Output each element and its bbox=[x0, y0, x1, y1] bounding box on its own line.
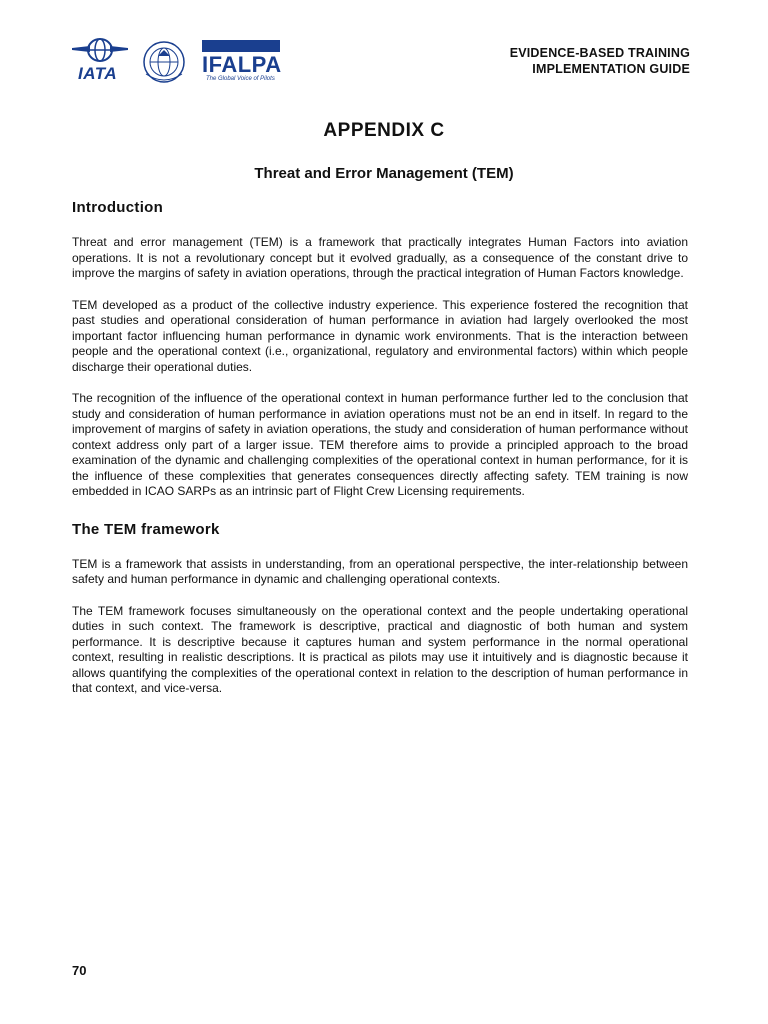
paragraph: TEM is a framework that assists in understanding, from an operational perspective, the inter-relationship between safety and human performance in dynamic and challenging operational contexts. bbox=[72, 556, 688, 586]
appendix-title: APPENDIX C bbox=[323, 120, 445, 141]
iata-wordmark: IATA bbox=[78, 64, 118, 83]
iata-logo-icon bbox=[70, 38, 130, 84]
appendix-subtitle: Threat and Error Management (TEM) bbox=[254, 165, 514, 182]
logo-strip bbox=[70, 38, 285, 88]
paragraph: TEM developed as a product of the collective industry experience. This experience fostered the recognition that past studies and operational consideration of human performance in aviation had largely overlooked the most important factor influencing human performance in dynamic work environments. That is the interaction between people and the operational context (i.e., organizational, regulatory and environmental factors) within which people discharge their operational duties. bbox=[72, 297, 688, 374]
section-heading-introduction: Introduction bbox=[72, 199, 164, 216]
header-title-line-2: IMPLEMENTATION GUIDE bbox=[532, 62, 690, 76]
header-title-line-1: EVIDENCE-BASED TRAINING bbox=[509, 46, 690, 60]
ifalpa-tagline: The Global Voice of Pilots bbox=[206, 76, 275, 82]
ifalpa-wordmark: IFALPA bbox=[202, 52, 282, 77]
paragraph: The recognition of the influence of the operational context in human performance further led to the conclusion that study and consideration of human performance in aviation operations must not be an end in itself. In regard to the improvement of margins of safety in aviation operations, the study and consideration of human performance without context address only part of a larger issue. TEM therefore aims to provide a principled approach to the broad examination of the dynamic and challenging complexities of the operational context in human performance, for it is the influence of these complexities that generates consequences directly affecting safety. TEM training is now embedded in ICAO SARPs as an intrinsic part of Flight Crew Licensing requirements. bbox=[72, 391, 688, 498]
page-number: 70 bbox=[72, 963, 87, 978]
ifalpa-logo-icon bbox=[202, 40, 280, 84]
paragraph: The TEM framework focuses simultaneously on the operational context and the people undertaking operational duties in such context. The framework is descriptive, practical and diagnostic of both human and system performance. It is descriptive because it captures human and system performance in the normal operational context, resulting in realistic descriptions. It is practical as pilots may use it intuitively and is diagnostic because it allows quantifying the complexities of the operational context in relation to the description of human performance in that context, and vice-versa. bbox=[72, 603, 688, 695]
document-header-title bbox=[510, 45, 690, 77]
icao-emblem-icon bbox=[136, 40, 192, 84]
paragraph: Threat and error management (TEM) is a framework that practically integrates Human Factors into aviation operations. It is not a revolutionary concept but it evolved gradually, as a consequence of the constant drive to improve the margins of safety in aviation operations, through the practical integration of Human Factors knowledge. bbox=[72, 235, 688, 280]
ifalpa-banner bbox=[202, 40, 280, 52]
section-heading-tem-framework: The TEM framework bbox=[72, 520, 220, 538]
document-body bbox=[72, 198, 688, 713]
iata-globe-icon bbox=[70, 38, 130, 66]
